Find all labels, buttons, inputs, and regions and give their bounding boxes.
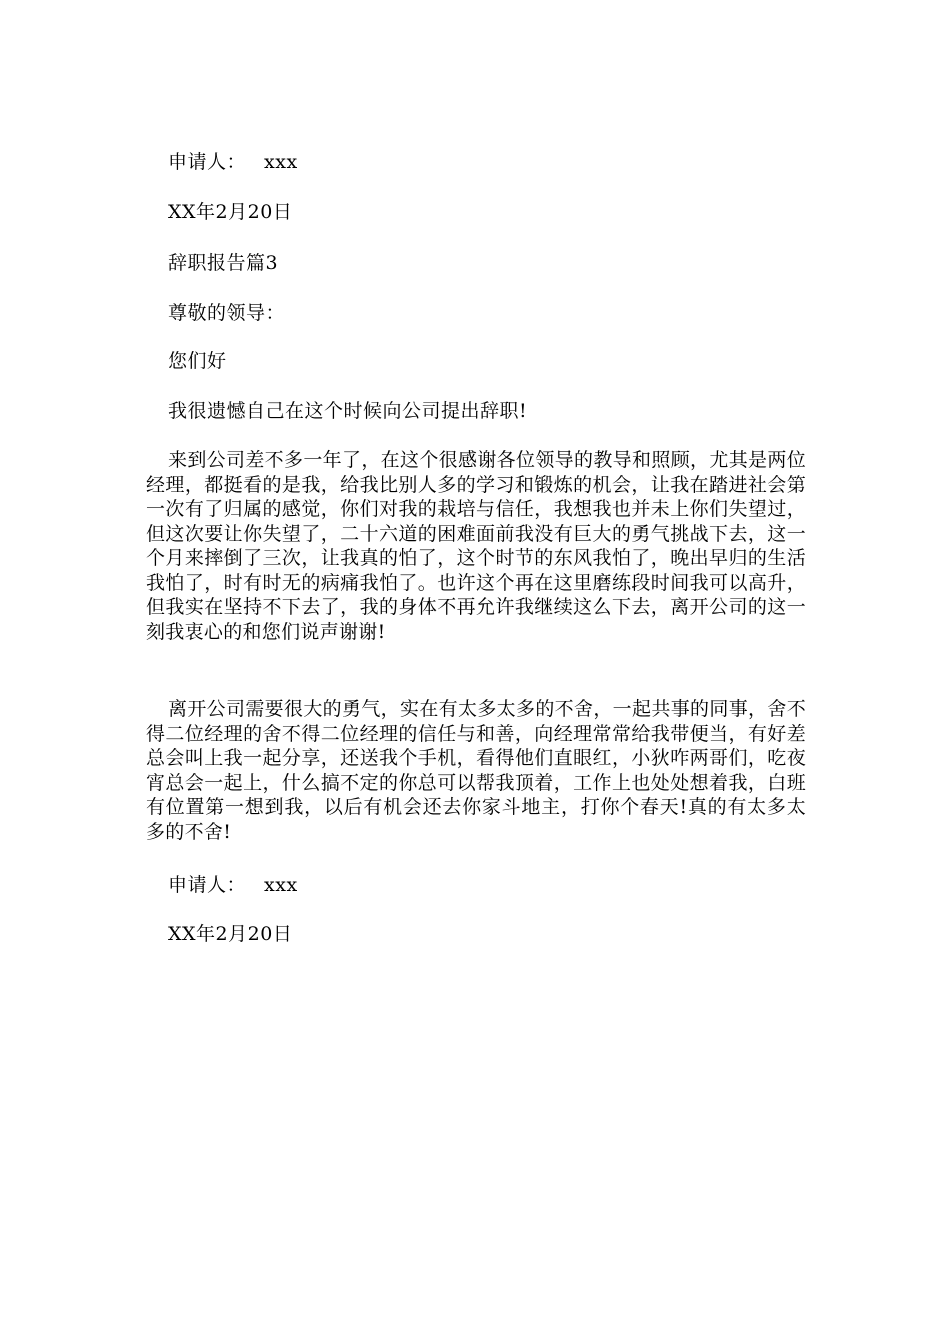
salutation: 尊敬的领导： [168, 302, 286, 324]
intro-line: 我很遗憾自己在这个时候向公司提出辞职! [168, 400, 528, 422]
applicant-line-1 [168, 150, 298, 174]
date-line-2: XX年2月20日 [168, 923, 293, 945]
greeting: 您们好 [168, 350, 227, 372]
body-paragraph-1: 来到公司差不多一年了，在这个很感谢各位领导的教导和照顾，尤其是两位经理，都挺看的是我，给我比别人多的学习和锻炼的机会，让我在踏进社会第一次有了归属的感觉，你们对我的栽培与信任，我想我也并未上你们失望过，但这次要让你失望了，二十六道的困难面前我没有巨大的勇气挑战下去，这一个月来摔倒了三次，让我真的怕了，这个时节的东风我怕了，晚出早归的生活我怕了，时有时无的病痛我怕了。也许这个再在这里磨练段时间我可以高升，但我实在坚持不下去了，我的身体不再允许我继续这么下去，离开公司的这一刻我衷心的和您们说声谢谢! [146, 449, 806, 643]
applicant-name: xxx [264, 874, 298, 896]
body-paragraph-2: 离开公司需要很大的勇气，实在有太多太多的不舍，一起共事的同事，舍不得二位经理的舍不得二位经理的信任与和善，向经理常常给我带便当，有好差总会叫上我一起分享，还送我个手机，看得他们直眼红，小狄咋两哥们，吃夜宵总会一起上，什么搞不定的你总可以帮我顶着，工作上也处处想着我，白班有位置第一想到我，以后有机会还去你家斗地主，打你个春天!真的有太多太多的不舍! [146, 698, 806, 843]
section-title: 辞职报告篇3 [168, 252, 279, 274]
applicant-name: xxx [264, 151, 298, 173]
applicant-label: 申请人： [168, 874, 247, 896]
applicant-line-2 [168, 873, 298, 897]
date-line-1: XX年2月20日 [168, 201, 293, 223]
applicant-label: 申请人： [168, 151, 247, 173]
